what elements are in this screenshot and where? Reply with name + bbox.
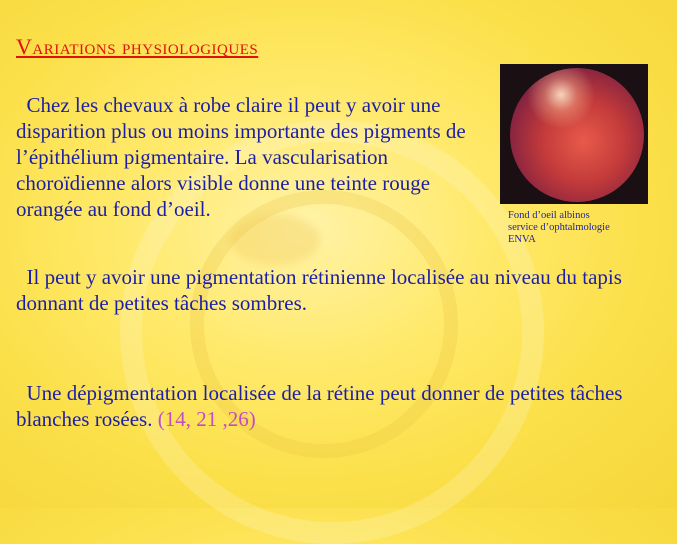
paragraph-1: Chez les chevaux à robe claire il peut y avoir une disparition plus ou moins importante des pigments de l’épithélium pigmentaire. La vascularisation choroïdienne alors visible donne une teinte rouge orangée au fond d’oeil. bbox=[16, 93, 471, 221]
caption-line-3: ENVA bbox=[508, 234, 536, 245]
paragraph-3-reference: (14, 21 ,26) bbox=[157, 407, 256, 431]
paragraph-2: Il peut y avoir une pigmentation rétinienne localisée au niveau du tapis donnant de petites tâches sombres. bbox=[16, 265, 628, 315]
paragraph-3 bbox=[16, 380, 656, 432]
fundus-photo bbox=[500, 64, 648, 204]
fundus-image bbox=[510, 68, 644, 202]
caption-line-1: Fond d’oeil albinos bbox=[508, 210, 590, 221]
paragraph-3-text: Une dépigmentation localisée de la rétine peut donner de petites tâches blanches rosées. bbox=[16, 381, 628, 431]
background-blot bbox=[230, 215, 320, 265]
slide-title: Variations physiologiques bbox=[16, 34, 259, 59]
photo-caption bbox=[508, 210, 668, 246]
caption-line-2: service d’ophtalmologie bbox=[508, 222, 610, 233]
